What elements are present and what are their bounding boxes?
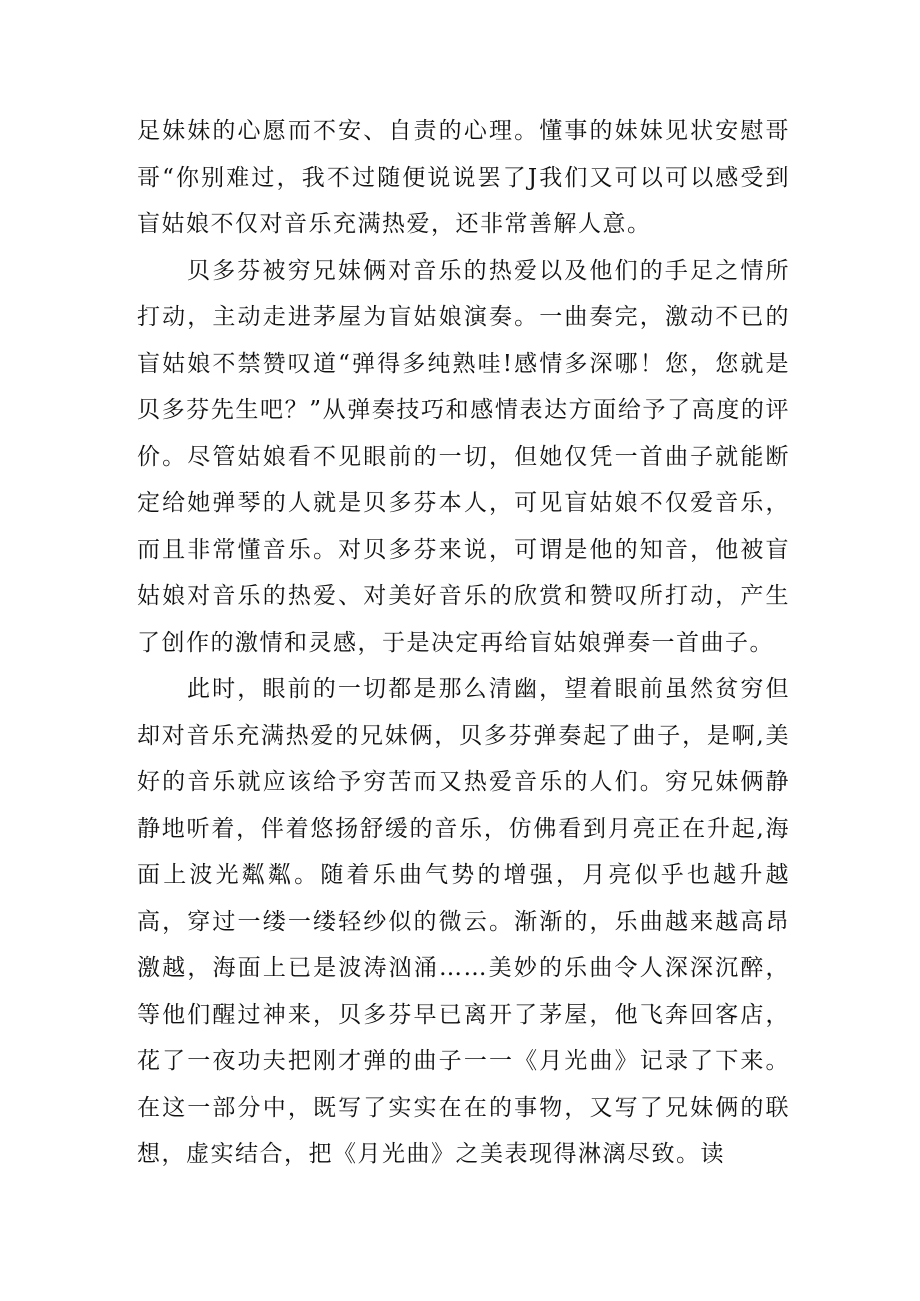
document-page <box>137 108 790 1178</box>
paragraph-3: 此时，眼前的一切都是那么清幽，望着眼前虽然贫穷但却对音乐充满热爱的兄妹俩，贝多芬弹奏起了曲子，是啊,美好的音乐就应该给予穷苦而又热爱音乐的人们。穷兄妹俩静静地听着，伴着悠扬舒缓的音乐，仿佛看到月亮正在升起,海面上波光粼粼。随着乐曲气势的增强，月亮似乎也越升越高，穿过一缕一缕轻纱似的微云。渐渐的，乐曲越来越高昂激越，海面上已是波涛汹涌……美妙的乐曲令人深深沉醉，等他们醒过神来，贝多芬早已离开了茅屋，他飞奔回客店，花了一夜功夫把刚才弹的曲子一一《月光曲》记录了下来。在这一部分中，既写了实实在在的事物，又写了兄妹俩的联想，虚实结合，把《月光曲》之美表现得淋漓尽致。读 <box>137 676 790 1167</box>
paragraph-2: 贝多芬被穷兄妹俩对音乐的热爱以及他们的手足之情所打动，主动走进茅屋为盲姑娘演奏。一曲奏完，激动不已的盲姑娘不禁赞叹道“弹得多纯熟哇!感情多深哪！您，您就是贝多芬先生吧？”从弹奏技巧和感情表达方面给予了高度的评价。尽管姑娘看不见眼前的一切，但她仅凭一首曲子就能断定给她弹琴的人就是贝多芬本人，可见盲姑娘不仅爱音乐，而且非常懂音乐。对贝多芬来说，可谓是他的知音，他被盲姑娘对音乐的热爱、对美好音乐的欣赏和赞叹所打动，产生了创作的激情和灵感，于是决定再给盲姑娘弹奏一首曲子。 <box>137 257 790 656</box>
paragraph-1: 足妹妹的心愿而不安、自责的心理。懂事的妹妹见状安慰哥哥“你别难过，我不过随便说说罢了J我们又可以可以感受到盲姑娘不仅对音乐充满热爱，还非常善解人意。 <box>137 118 790 237</box>
